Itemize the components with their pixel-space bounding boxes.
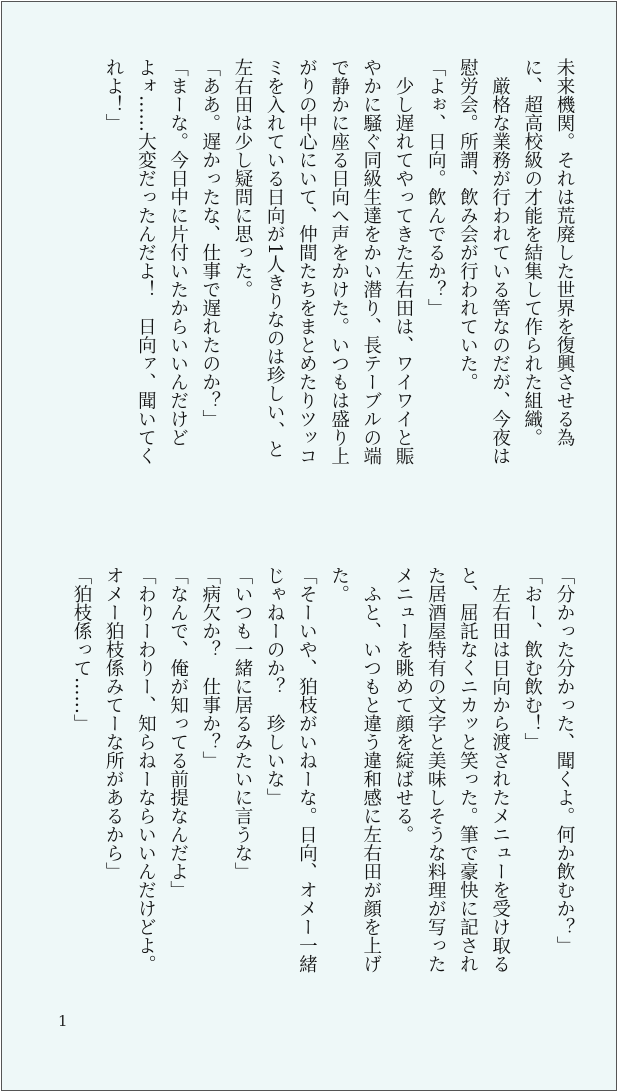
- text-line: がりの中心にいて、仲間たちをまとめたりツッコ: [296, 58, 318, 465]
- text-line: 「狛枝係って……」: [70, 566, 92, 733]
- text-line: れよ！」: [103, 58, 125, 132]
- text-line: 「よぉ、日向。飲んでるか？」: [425, 58, 447, 317]
- text-line: 「そーいや、狛枝がいねーな。日向、オメー一緒: [296, 566, 318, 973]
- text-line: 「まーな。今日中に片付いたからいいんだけど: [167, 58, 189, 447]
- text-line: 「病欠か？ 仕事か？」: [199, 566, 221, 770]
- text-line: で静かに座る日向へ声をかけた。いつもは盛り上: [328, 58, 350, 465]
- text-line: 「分かった分かった、聞くよ。何か飲むか？」: [554, 566, 575, 955]
- text-block-lower: [1, 566, 580, 1046]
- text-line: た居酒屋特有の文字と美味しそうな料理が写った: [425, 566, 447, 973]
- page-number: 1: [58, 1012, 68, 1030]
- text-line: じゃねーのか？ 珍しいな」: [264, 566, 286, 807]
- document-page: [1, 1, 617, 1091]
- text-line: 「わりーわりー、知らねーならいいんだけどよ。: [135, 566, 157, 973]
- text-block-upper: [1, 58, 580, 538]
- text-line: 「なんで、俺が知ってる前提なんだよ」: [167, 566, 189, 899]
- text-line: た。: [328, 566, 350, 603]
- text-line: よォ……大変だったんだよ！ 日向ァ、聞いてく: [135, 58, 157, 465]
- text-line: 慰労会。所謂、飲み会が行われていた。: [457, 58, 479, 391]
- text-line: ミを入れている日向が1人きりなのは珍しい、と: [264, 58, 286, 459]
- text-line: 「ああ。遅かったな、仕事で遅れたのか？」: [199, 58, 221, 428]
- text-line: オメー狛枝係みてーな所があるから」: [103, 566, 125, 881]
- text-line: やかに騒ぐ同級生達をかい潜り、長テーブルの端: [360, 58, 382, 465]
- text-line: 「おー、飲む飲む！」: [521, 566, 543, 751]
- text-line: 「いつも一緒に居るみたいに言うな」: [231, 566, 253, 881]
- text-line: 左右田は日向から渡されたメニューを受け取る: [489, 566, 511, 973]
- text-line: 厳格な業務が行われている筈なのだが、今夜は: [489, 58, 511, 465]
- text-line: 左右田は少し疑問に思った。: [231, 58, 253, 299]
- text-line: に、超高校級の才能を結集して作られた組織。: [521, 58, 543, 447]
- text-line: 未来機関。それは荒廃した世界を復興させる為: [554, 58, 575, 447]
- text-line: と、屈託なくニカッと笑った。筆で豪快に記され: [457, 566, 479, 973]
- text-line: メニューを眺めて顔を綻ばせる。: [392, 566, 414, 844]
- text-line: ふと、いつもと違う違和感に左右田が顔を上げ: [360, 566, 382, 973]
- text-line: 少し遅れてやってきた左右田は、ワイワイと賑: [392, 58, 414, 465]
